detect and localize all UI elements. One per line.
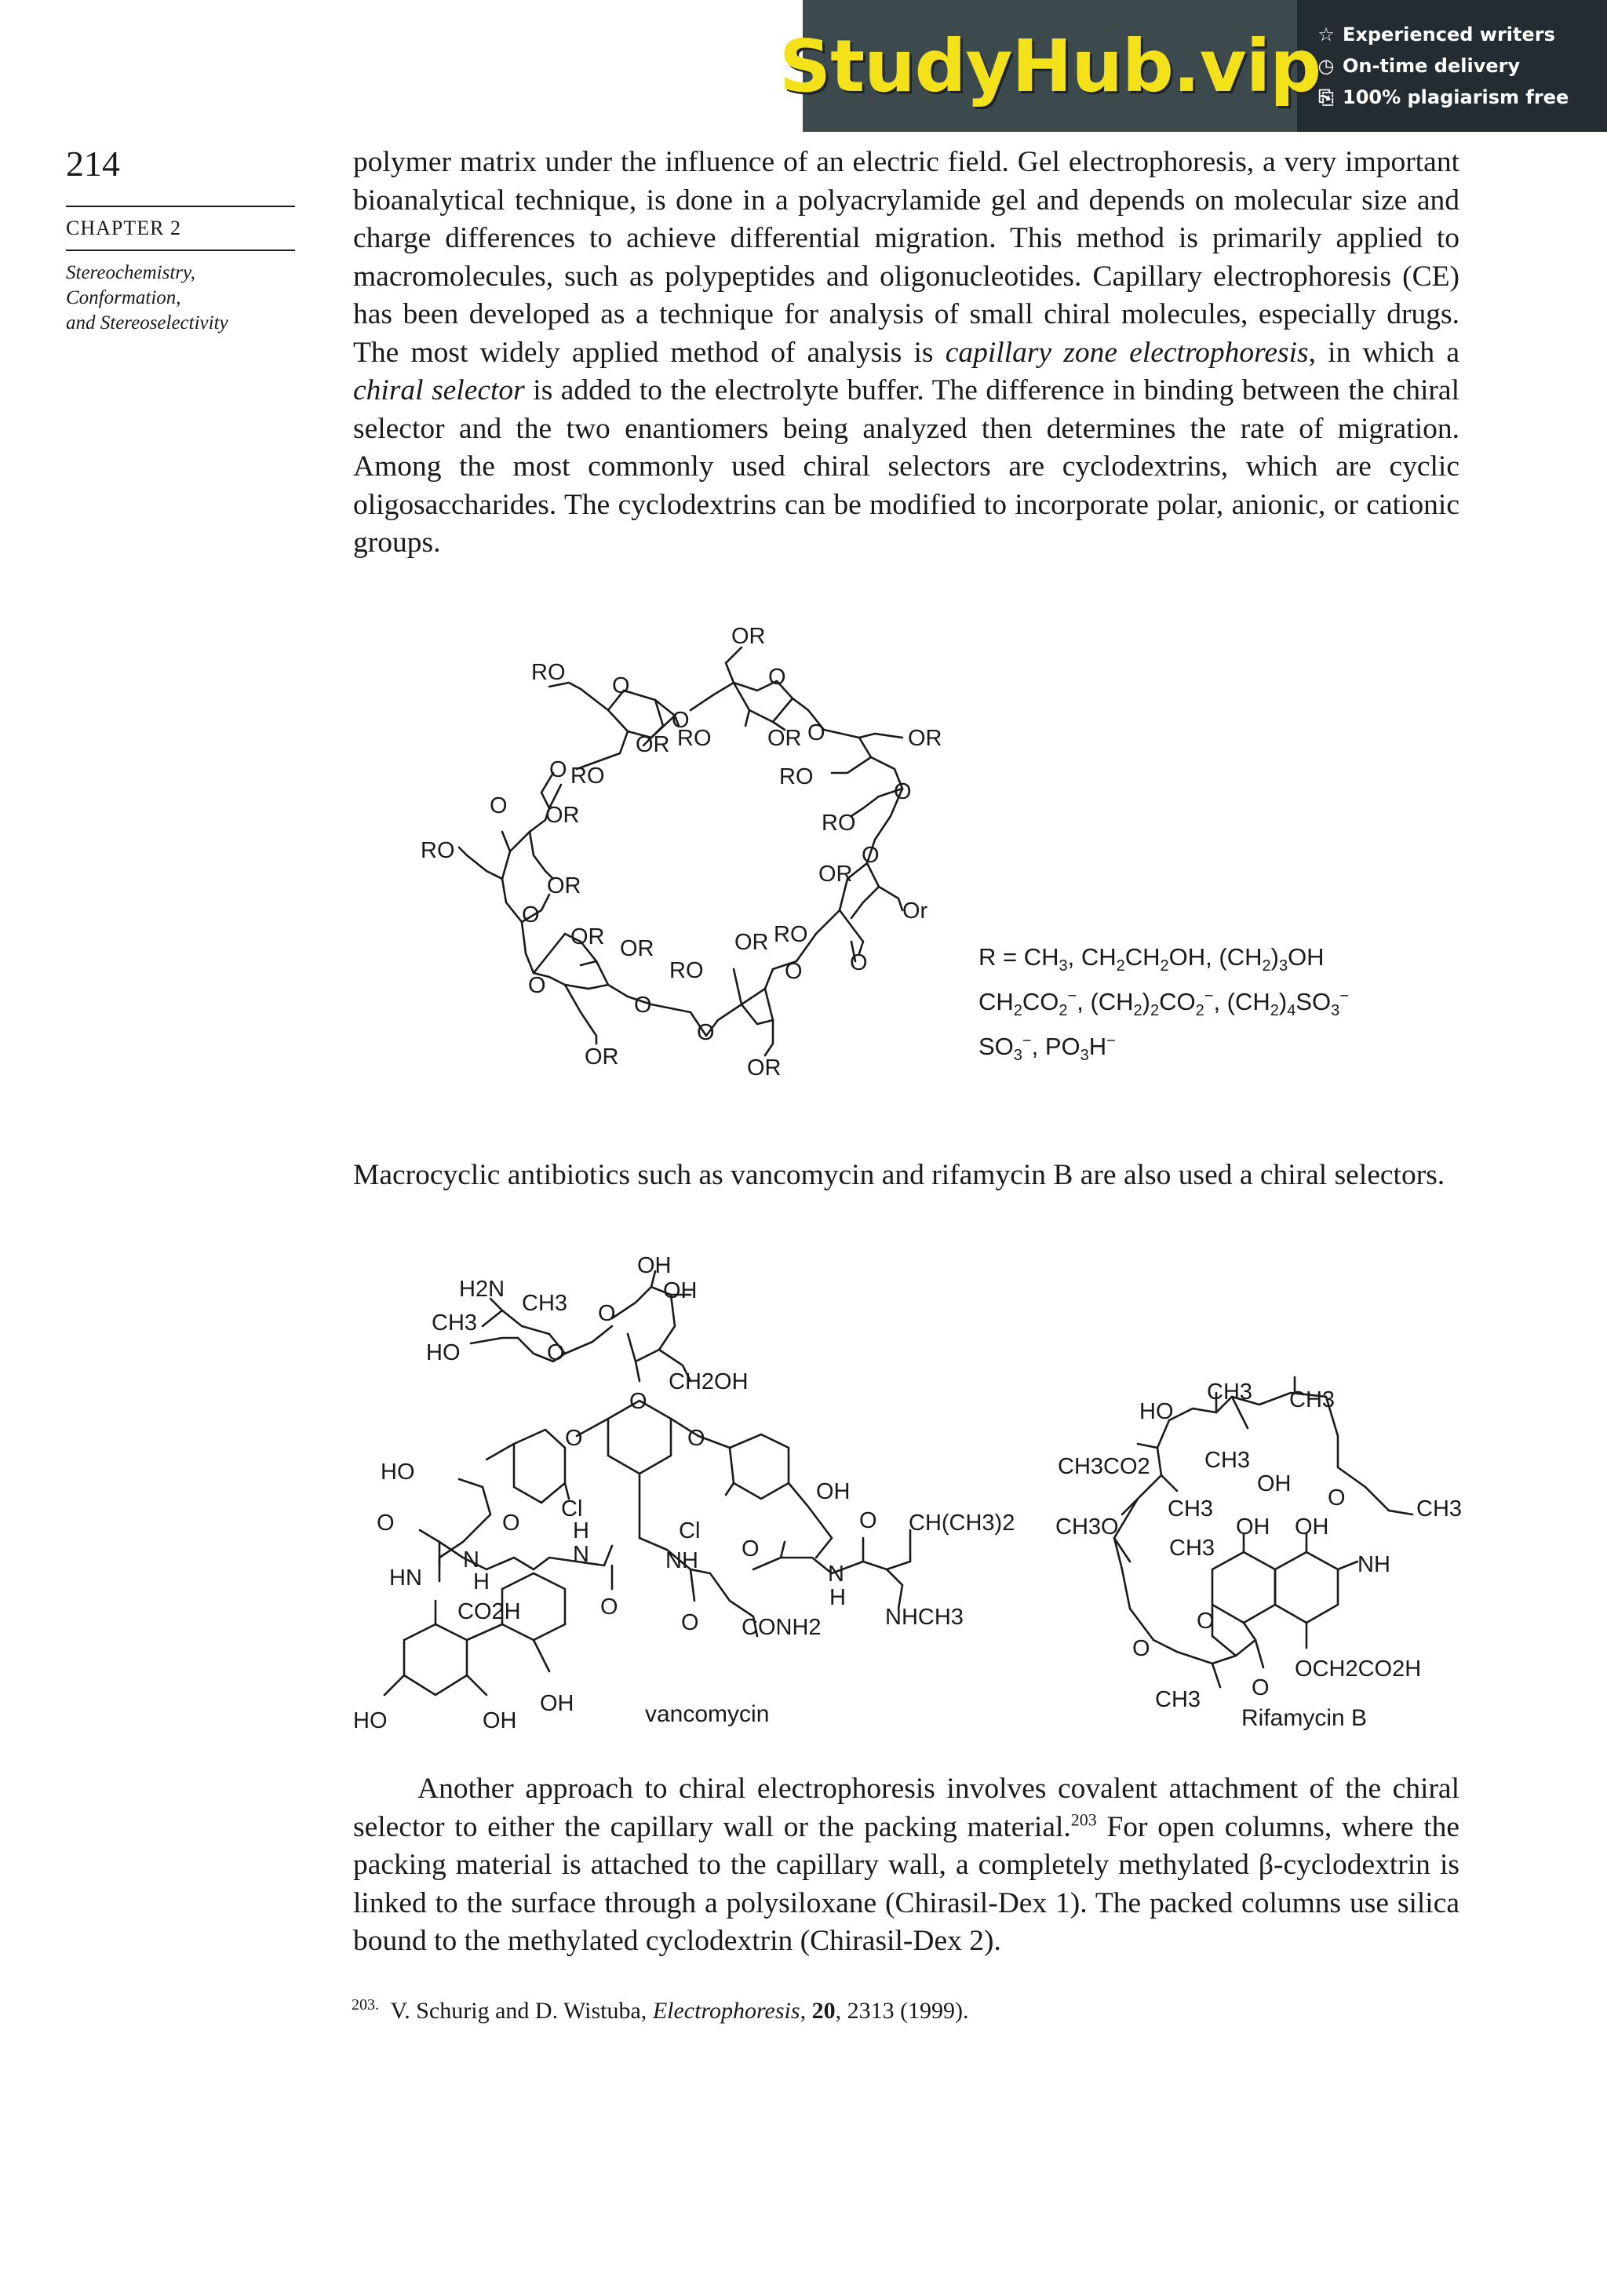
subtitle-line: Conformation, <box>66 287 181 308</box>
rifamycin-label: Rifamycin B <box>1241 1705 1368 1731</box>
subtitle-line: Stereochemistry, <box>66 262 196 283</box>
label-ch3: CH3 <box>1169 1536 1215 1561</box>
label-n: N <box>463 1547 479 1573</box>
term-czd: capillary zone electrophoresis <box>945 336 1309 369</box>
r-sup: − <box>1022 1033 1032 1051</box>
label-or-lower: Or <box>902 898 928 924</box>
r-text: SO <box>1295 988 1332 1016</box>
label-h2n: H2N <box>459 1277 505 1302</box>
label-o: O <box>490 793 508 818</box>
label-ro: RO <box>570 764 605 789</box>
label-o: O <box>768 665 786 690</box>
r-text: , PO <box>1031 1033 1080 1061</box>
label-oh: OH <box>1236 1514 1270 1540</box>
label-ch3: CH3 <box>432 1310 478 1336</box>
r-text: , (CH <box>1213 988 1270 1016</box>
label-or: OR <box>620 936 654 961</box>
label-ch-ch3-2: CH(CH3)2 <box>909 1511 1015 1536</box>
r-text: H <box>1088 1033 1107 1061</box>
text: is added to the electrolyte buffer. The difference in binding between the chiral selector and the two enantiomers being analyzed then determines the rate of migration. Among the most commonly used chiral selectors are cyclodextrins, which are cyclic oligosaccharides. The cyclodextrins can be modified to incorporate polar, anionic, or cationic groups. <box>353 374 1459 559</box>
r-sup: − <box>1204 987 1214 1005</box>
label-ro: RO <box>779 764 814 789</box>
text: Another approach to chiral electrophoresis involves covalent attachment of the chiral selector to either the capillary wall or the packing material. <box>353 1773 1459 1843</box>
label-ho: HO <box>353 1708 388 1733</box>
label-n: N <box>573 1542 589 1567</box>
label-o: O <box>807 720 825 745</box>
label-or: OR <box>545 803 580 828</box>
label-ch3: CH3 <box>1416 1496 1463 1522</box>
label-o: O <box>681 1610 699 1635</box>
label-o: O <box>502 1511 520 1536</box>
label-ch3o: CH3O <box>1055 1514 1119 1540</box>
label-nhch3: NHCH3 <box>885 1605 964 1630</box>
r-text: , (CH <box>1077 988 1134 1016</box>
r-sub: 3 <box>1013 1047 1022 1065</box>
text: polymer matrix under the influence of an electric field. Gel electrophoresis, a very important bioanalytical technique, is done in a polyacrylamide gel and depends on molecular size and charge differences to achieve differential migration. This method is primarily applied to macromolecules, such as polypeptides and oligonucleotides. Capillary electrophoresis (CE) has been developed as a technique for analysis of small chiral molecules, especially drugs. The most widely applied method of analysis is <box>353 146 1459 369</box>
label-n: N <box>828 1562 844 1587</box>
label-o: O <box>1132 1636 1150 1661</box>
label-ro: RO <box>421 838 455 863</box>
label-och2co2h: OCH2CO2H <box>1295 1656 1422 1682</box>
star-icon: ☆ <box>1317 24 1335 46</box>
r-sup: − <box>1067 987 1077 1005</box>
label-conh2: CONH2 <box>742 1615 822 1640</box>
label-o: O <box>785 959 803 984</box>
paragraph-macrocyclic: Macrocyclic antibiotics such as vancomycin and rifamycin B are also used a chiral selectors. <box>353 1159 1445 1191</box>
footnote-ref[interactable]: 203 <box>1070 1809 1097 1829</box>
r-sub: 3 <box>1331 1002 1340 1020</box>
r-sub: 2 <box>1013 1002 1022 1020</box>
label-o: O <box>672 708 690 733</box>
label-or: OR <box>734 930 769 955</box>
label-or: OR <box>547 873 581 898</box>
r-text: SO <box>978 1033 1014 1061</box>
label-ch3: CH3 <box>522 1291 568 1316</box>
label-oh: OH <box>1257 1471 1292 1496</box>
label-o: O <box>528 973 546 998</box>
banner-point-label: On-time delivery <box>1343 55 1521 77</box>
label-o: O <box>850 950 868 975</box>
label-ch3: CH3 <box>1289 1387 1336 1412</box>
r-text: OH, (CH <box>1168 943 1263 971</box>
footnote-rest: , 2313 (1999). <box>835 1998 969 2024</box>
label-cl: Cl <box>679 1518 701 1543</box>
label-o: O <box>742 1536 760 1562</box>
r-text: CH <box>1124 943 1161 971</box>
label-nh: NH <box>1357 1552 1390 1577</box>
label-oh: OH <box>637 1253 672 1278</box>
label-ro: RO <box>669 958 704 983</box>
label-or: OR <box>908 726 942 751</box>
label-ch3: CH3 <box>1204 1448 1251 1473</box>
label-o: O <box>1328 1485 1346 1511</box>
banner-point-label: Experienced writers <box>1343 24 1555 46</box>
r-text: OH <box>1288 943 1325 971</box>
vancomycin-label: vancomycin <box>645 1701 770 1727</box>
logo-text: StudyHub.vip <box>778 24 1321 108</box>
label-h: H <box>473 1569 490 1594</box>
text: , in which a <box>1308 336 1459 369</box>
label-o: O <box>862 843 880 868</box>
r-text: CO <box>1159 988 1196 1016</box>
label-o: O <box>565 1426 583 1451</box>
r-sub: 2 <box>1150 1002 1160 1020</box>
label-or: OR <box>585 1044 619 1070</box>
chapter-label: CHAPTER 2 <box>66 217 181 239</box>
label-o: O <box>687 1426 705 1451</box>
label-or: OR <box>636 732 670 757</box>
r-sub: 2 <box>1116 957 1125 975</box>
document-icon: ⎘ <box>1318 86 1334 108</box>
r-sub: 4 <box>1287 1002 1296 1020</box>
label-oh: OH <box>663 1278 698 1303</box>
label-o: O <box>634 993 652 1018</box>
term-chiral-selector: chiral selector <box>353 374 525 406</box>
label-ro: RO <box>822 811 856 836</box>
label-o: O <box>377 1511 395 1536</box>
label-ho: HO <box>381 1460 415 1485</box>
footnote-sep: , <box>800 1998 812 2024</box>
r-sub: 2 <box>1160 957 1169 975</box>
r-sub: 3 <box>1278 957 1288 975</box>
label-or: OR <box>747 1055 782 1081</box>
footnote-number: 203. <box>352 1996 379 2014</box>
label-o: O <box>859 1508 877 1533</box>
label-ho: HO <box>426 1340 461 1365</box>
label-co2h: CO2H <box>457 1599 521 1624</box>
label-oh: OH <box>540 1691 574 1716</box>
label-or: OR <box>570 924 605 949</box>
r-sub: 2 <box>1133 1002 1142 1020</box>
text: For open columns, where the packing material is attached to the capillary wall, a completely methylated β-cyclodextrin is linked to the surface through a polysiloxane (Chirasil-Dex 1). The packed columns use silica bound to the methylated cyclodextrin (Chirasil-Dex 2). <box>353 1810 1460 1957</box>
label-o: O <box>629 1389 647 1414</box>
label-hn: HN <box>389 1565 422 1591</box>
label-oh: OH <box>1295 1514 1329 1540</box>
label-ch3: CH3 <box>1207 1379 1253 1405</box>
r-text: ) <box>1270 943 1279 971</box>
r-sub: 3 <box>1080 1047 1089 1065</box>
label-ho: HO <box>1139 1399 1174 1424</box>
r-text: = CH <box>996 943 1059 971</box>
footnote-volume: 20 <box>811 1998 836 2024</box>
label-h: H <box>573 1518 589 1543</box>
r-sub: 2 <box>1059 1002 1068 1020</box>
label-ch3co2: CH3CO2 <box>1058 1454 1150 1479</box>
label-oh: OH <box>816 1479 851 1504</box>
r-text: , CH <box>1067 943 1117 971</box>
label-ch3: CH3 <box>1168 1496 1214 1522</box>
r-sup: − <box>1106 1033 1116 1051</box>
subtitle-line: and Stereoselectivity <box>66 312 228 333</box>
r-text: R <box>978 943 997 971</box>
label-ro: RO <box>677 726 712 751</box>
label-o: O <box>547 1340 565 1365</box>
page-number: 214 <box>66 144 120 184</box>
r-sub: 3 <box>1059 957 1068 975</box>
label-o: O <box>522 902 540 928</box>
r-sub: 2 <box>1195 1002 1204 1020</box>
label-o: O <box>1197 1609 1215 1634</box>
label-o: O <box>612 673 630 698</box>
label-ch3: CH3 <box>1155 1687 1201 1712</box>
label-h: H <box>829 1585 846 1610</box>
label-nh: NH <box>665 1548 698 1573</box>
label-o: O <box>697 1020 715 1045</box>
label-o: O <box>894 779 912 804</box>
footnote-authors: V. Schurig and D. Wistuba, <box>390 1998 653 2024</box>
vancomycin-labels <box>353 1253 1015 1733</box>
label-o: O <box>1252 1675 1270 1700</box>
r-text: ) <box>1278 988 1288 1016</box>
banner-point-label: 100% plagiarism free <box>1343 86 1569 108</box>
label-or: OR <box>818 862 853 887</box>
footnote-journal: Electrophoresis <box>652 1998 800 2024</box>
r-sub: 2 <box>1270 1002 1279 1020</box>
label-or: OR <box>767 726 802 751</box>
label-o: O <box>600 1594 618 1620</box>
clock-icon: ◷ <box>1317 55 1335 77</box>
label-ch2oh: CH2OH <box>669 1369 749 1394</box>
r-text: CO <box>1022 988 1059 1016</box>
r-sup: − <box>1339 987 1349 1005</box>
r-sub: 2 <box>1262 957 1271 975</box>
label-cl: Cl <box>561 1496 583 1522</box>
label-or: OR <box>731 624 766 649</box>
label-oh: OH <box>483 1708 517 1733</box>
label-ro: RO <box>774 922 808 947</box>
label-ro: RO <box>531 660 566 685</box>
r-text: CH <box>978 988 1014 1016</box>
r-text: ) <box>1142 988 1150 1016</box>
label-o: O <box>598 1301 616 1326</box>
label-o: O <box>549 757 567 782</box>
